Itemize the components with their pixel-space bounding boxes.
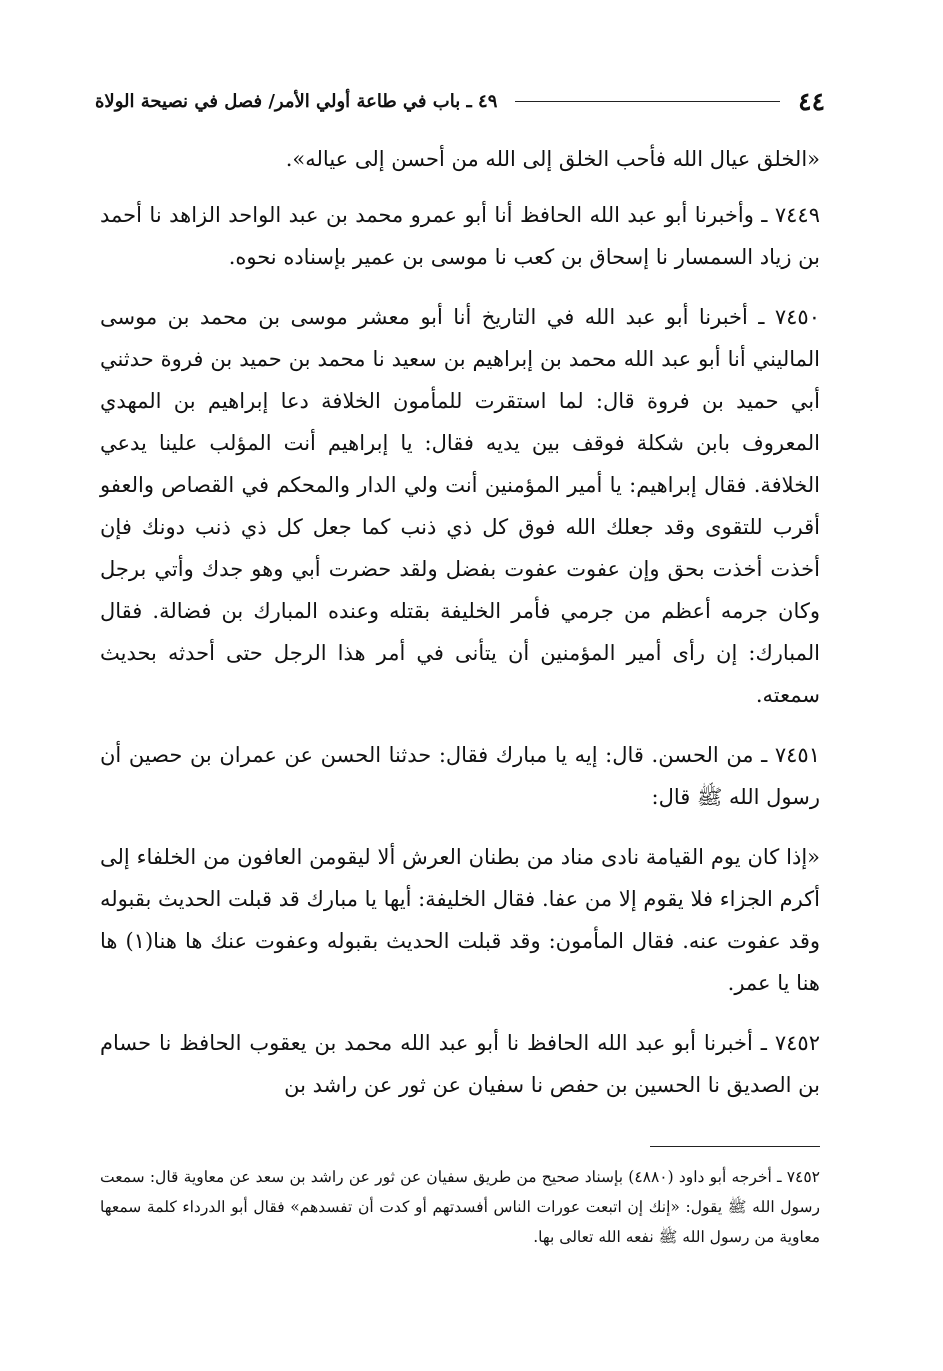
paragraph-hadith-quote: «الخلق عيال الله فأحب الخلق إلى الله من أحسن إلى عياله». xyxy=(285,147,820,171)
running-title: ٤٩ ـ باب في طاعة أولي الأمر/ فصل في نصيحة الولاة xyxy=(95,90,498,112)
page-number: ٤٤ xyxy=(798,86,825,116)
paragraph-7449: ٧٤٤٩ ـ وأخبرنا أبو عبد الله الحافظ أنا أبو عمرو محمد بن عبد الواحد الزاهد نا أحمد بن زياد السمسار نا إسحاق بن كعب نا موسى بن عمير بإسناده نحوه. xyxy=(100,203,820,269)
paragraph-7450: ٧٤٥٠ ـ أخبرنا أبو عبد الله في التاريخ أنا أبو معشر موسى بن محمد بن موسى الماليني أنا أبو عبد الله محمد بن إبراهيم بن سعيد نا محمد بن حميد بن فروة حدثني أبي حميد بن فروة قال: لما استقرت للمأمون الخلافة دعا إبراهيم بن المهدي المعروف بابن شكلة فوقف بين يديه فقال: يا إبراهيم أنت المؤلب علينا يدعي الخلافة. فقال إبراهيم: يا أمير المؤمنين أنت ولي الدار والمحكم في القصاص والعفو أقرب للتقوى وقد جعلك الله فوق كل ذي ذنب كما جعل كل ذي ذنب دونك فإن أخذت أخذت بحق وإن عفوت عفوت بفضل ولقد حضرت أبي وهو جدك وأتي برجل وكان جرمه أعظم من جرمي فأمر الخليفة بقتله وعنده المبارك بن فضالة. فقال المبارك: إن رأى أمير المؤمنين أن يتأنى في أمر هذا الرجل حتى أحدثه بحديث سمعته. xyxy=(100,305,820,707)
page-header xyxy=(95,84,825,118)
footnote-separator xyxy=(650,1146,820,1147)
paragraph-7451: ٧٤٥١ ـ من الحسن. قال: إيه يا مبارك فقال: حدثنا الحسن عن عمران بن حصين أن رسول الله ﷺ قال: xyxy=(100,743,820,809)
header-rule xyxy=(515,101,780,102)
main-text xyxy=(100,138,820,1124)
paragraph-hadith-qiyama: «إذا كان يوم القيامة نادى مناد من بطنان العرش ألا ليقومن العافون من الخلفاء إلى أكرم الجزاء فلا يقوم إلا من عفا. فقال الخليفة: أيها يا مبارك قد قبلت الحديث بقبوله وقد عفوت عنه. فقال المأمون: وقد قبلت الحديث بقبوله وعفوت عنك ها هنا(١) ها هنا يا عمر. xyxy=(100,845,821,995)
footnote: ٧٤٥٢ ـ أخرجه أبو داود (٤٨٨٠) بإسناد صحيح من طريق سفيان عن ثور عن راشد بن سعد عن معاوية قال: سمعت رسول الله ﷺ يقول: «إنك إن اتبعت عورات الناس أفسدتهم أو كدت أن تفسدهم» فقال أبو الدرداء كلمة سمعها معاوية من رسول الله ﷺ نفعه الله تعالى بها. xyxy=(100,1168,821,1246)
paragraph-7452: ٧٤٥٢ ـ أخبرنا أبو عبد الله الحافظ نا أبو عبد الله محمد بن يعقوب الحافظ نا حسام بن الصديق نا الحسين بن حفص نا سفيان عن ثور عن راشد بن xyxy=(100,1031,820,1097)
